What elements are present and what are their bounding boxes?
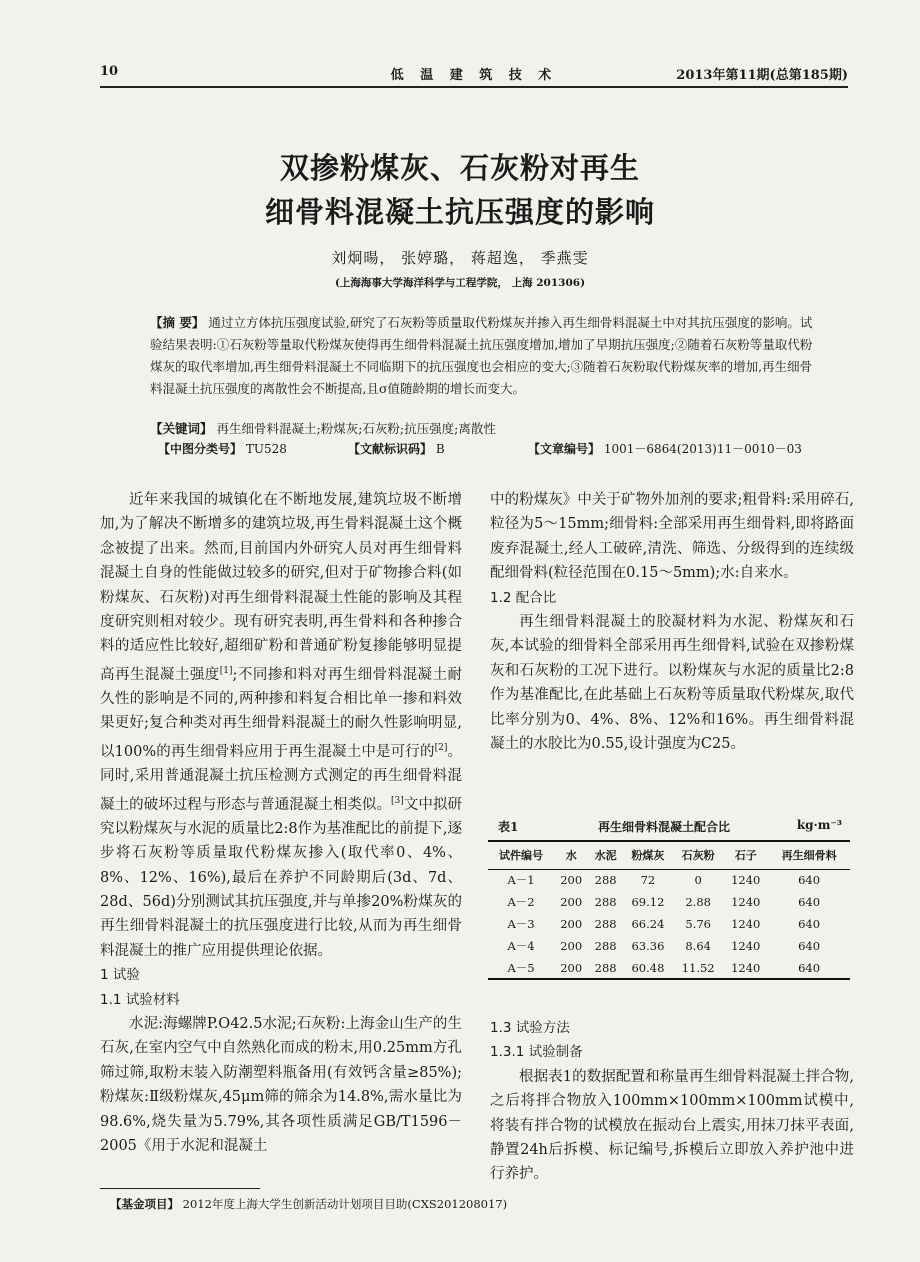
section-heading-1-1: 1.1 试验材料 xyxy=(100,991,180,1008)
table-cell: 66.24 xyxy=(631,917,665,931)
paper-title-line-2: 细骨料混凝土抗压强度的影响 xyxy=(264,195,655,229)
table-row xyxy=(488,869,850,891)
funding-label: 【基金项目】 xyxy=(110,1197,179,1211)
keywords-text: 再生细骨料混凝土;粉煤灰;石灰粉;抗压强度;离散性 xyxy=(216,421,496,436)
abstract-label: 【摘 要】 xyxy=(150,315,205,330)
table-row xyxy=(488,957,850,979)
table-cell: 1240 xyxy=(731,939,761,953)
table-cell: 288 xyxy=(594,939,617,953)
table-cell: A－1 xyxy=(507,873,535,888)
table-cell: 200 xyxy=(560,917,583,931)
table-cell: 72 xyxy=(640,873,656,888)
table-header-cell: 粉煤灰 xyxy=(631,849,665,863)
materials-paragraph: 水泥:海螺牌P.O42.5水泥;石灰粉:上海金山生产的生石灰,在室内空气中自然熟化而成的粉末,用0.25mm方孔筛过筛,取粉末装入防潮塑料瓶备用(有效钙含量≥85%);粉煤灰:Ⅱ级粉煤灰,45μm筛的筛余为14.8%,需水量比为98.6%,烧失量为5.79%,其各项性质满足GB/T1596－2005《用于水泥和混凝土 xyxy=(100,1016,462,1155)
clc-label: 【中图分类号】 xyxy=(158,442,243,456)
section-heading-1: 1 试验 xyxy=(100,967,140,984)
section-heading-1-3: 1.3 试验方法 xyxy=(490,1020,570,1036)
table-header-cell: 石灰粉 xyxy=(681,849,715,863)
table-header-cell: 水泥 xyxy=(594,849,617,863)
classification-row xyxy=(158,440,818,462)
table-cell: A－3 xyxy=(507,917,535,931)
table-label: 表1 xyxy=(498,820,519,834)
abstract xyxy=(150,312,818,400)
table-header-cell: 石子 xyxy=(734,849,757,863)
table-cell: 200 xyxy=(560,939,583,953)
citation-1: [1] xyxy=(219,665,233,676)
table-cell: 200 xyxy=(560,960,583,975)
mix-proportion-table xyxy=(488,840,850,980)
table-cell: A－2 xyxy=(507,895,535,909)
section-heading-1-2: 1.2 配合比 xyxy=(490,589,557,606)
clc-code: TU528 xyxy=(245,442,287,456)
table-cell: 69.12 xyxy=(631,895,665,909)
table-cell: 640 xyxy=(798,939,821,953)
keywords-label: 【关键词】 xyxy=(150,421,213,436)
right-column-bottom xyxy=(490,1016,854,1187)
table-row xyxy=(488,891,850,913)
table-cell: 1240 xyxy=(731,917,761,931)
doc-code: B xyxy=(435,442,445,456)
table-cell: 288 xyxy=(594,873,617,888)
preparation-paragraph: 根据表1的数据配置和称量再生细骨料混凝土拌合物,之后将拌合物放入100mm×100mm×100mm试模中,将装有拌合物的试模放在振动台上震实,用抹刀抹平表面,静置24h后拆模、标记编号,拆模后立即放入养护池中进行养护。 xyxy=(490,1068,854,1183)
page-number: 10 xyxy=(100,64,119,79)
table-cell: 8.64 xyxy=(685,939,711,953)
article-number-label: 【文章编号】 xyxy=(528,442,601,456)
article-number: 1001－6864(2013)11－0010－03 xyxy=(603,442,802,456)
table-header-cell: 试件编号 xyxy=(499,849,543,863)
table-row xyxy=(488,935,850,957)
table-cell: 11.52 xyxy=(681,960,715,975)
table-cell: A－4 xyxy=(507,939,535,953)
table-cell: 288 xyxy=(594,917,617,931)
table-cell: 1240 xyxy=(731,960,761,975)
citation-3: [3] xyxy=(391,795,404,806)
abstract-text: 通过立方体抗压强度试验,研究了石灰粉等质量取代粉煤灰并掺入再生细骨料混凝土中对其抗压强度的影响。试验结果表明:①石灰粉等量取代粉煤灰使得再生细骨料混凝土抗压强度增加,增加了早期抗压强度;②随着石灰粉等量取代粉煤灰的取代率增加,再生细骨料混凝土不同临期下的抗压强度也会相应的变大;③随着石灰粉取代粉煤灰率的增加,再生细骨料混凝土抗压强度的离散性会不断提高,且σ值随龄期的增长而变大。 xyxy=(150,315,813,396)
table-cell: 2.88 xyxy=(685,895,711,909)
left-column xyxy=(100,488,462,1158)
citation-2: [2] xyxy=(434,742,448,753)
issue-info: 2013年第11期(总第185期) xyxy=(676,68,848,83)
table-cell: 640 xyxy=(798,917,821,931)
table-cell: 640 xyxy=(798,895,821,909)
table-cell: 200 xyxy=(560,873,583,888)
table-cell: 288 xyxy=(594,960,617,975)
table-cell: 288 xyxy=(594,895,617,909)
keywords xyxy=(150,418,818,440)
table-unit: kg·m⁻³ xyxy=(796,818,842,832)
intro-text-b: ;不同掺和料对再生细骨料混凝土耐久性的影响是不同的,两种掺和料复合相比单一掺和料效果更好;复合种类对再生细骨料混凝土的耐久性影响明显,以100%的再生细骨料应用于再生混凝土中是可行的 xyxy=(100,666,462,760)
table-caption xyxy=(498,818,842,838)
right-column-top xyxy=(490,488,854,756)
table-cell: 63.36 xyxy=(631,939,665,953)
table-cell: 5.76 xyxy=(685,917,711,931)
journal-name: 低 温 建 筑 技 术 xyxy=(390,68,558,83)
footnote-divider xyxy=(100,1188,260,1189)
funding-text: 2012年度上海大学生创新活动计划项目目助(CXS201208017) xyxy=(182,1197,508,1211)
table-title: 再生细骨料混凝土配合比 xyxy=(598,820,731,834)
table-cell: 1240 xyxy=(731,895,761,909)
table-cell: 60.48 xyxy=(631,960,665,975)
materials-continued: 中的粉煤灰》中关于矿物外加剂的要求;粗骨料:采用碎石,粒径为5～15mm;细骨料:全部采用再生细骨料,即将路面废弃混凝土,经人工破碎,清洗、筛选、分级得到的连续级配细骨料(粒径范围在0.15～5mm);水:自来水。 xyxy=(490,492,854,582)
table-header-row xyxy=(488,841,850,869)
affiliation: (上海海事大学海洋科学与工程学院， 上海 201306) xyxy=(334,277,586,289)
intro-text-c: 。同时,采用普通混凝土抗压检测方式测定的再生细骨料混凝土的破坏过程与形态与普通混凝土相类似。 xyxy=(100,743,463,813)
table-cell: A－5 xyxy=(507,960,535,975)
table-cell: 1240 xyxy=(731,873,761,888)
running-header xyxy=(100,60,848,88)
table-cell: 200 xyxy=(560,895,583,909)
table-header-cell: 再生细骨料 xyxy=(781,849,837,863)
funding-footnote xyxy=(110,1196,507,1212)
author-list: 刘炯暘， 张婷璐， 蒋超逸， 季燕雯 xyxy=(331,249,589,267)
intro-paragraph xyxy=(100,488,462,963)
table-cell: 640 xyxy=(798,873,821,888)
paper-title-line-1: 双掺粉煤灰、石灰粉对再生 xyxy=(279,151,640,185)
table-cell: 0 xyxy=(694,873,702,888)
intro-text-d: 文中拟研究以粉煤灰与水泥的质量比2:8作为基准配比的前提下,逐步将石灰粉等质量取代粉煤灰掺入(取代率0、4%、8%、12%、16%),最后在养护不同龄期后(3d、7d、28d、56d)分别测试其抗压强度,并与单掺20%粉煤灰的再生细骨料混凝土的抗压强度进行比较,从而为再生细骨料混凝土的推广应用提供理论依据。 xyxy=(100,796,463,959)
doc-code-label: 【文献标识码】 xyxy=(348,442,433,456)
table-header-cell: 水 xyxy=(565,849,577,863)
intro-text-a: 近年来我国的城镇化在不断地发展,建筑垃圾不断增加,为了解决不断增多的建筑垃圾,再生骨料混凝土这个概念被提了出来。然而,目前国内外研究人员对再生细骨料混凝土自身的性能做过较多的研究,但对于矿物掺合料(如粉煤灰、石灰粉)对再生细骨料混凝土性能的影响及其程度研究则相对较少。现有研究表明,再生骨料和各种掺合料的适应性比较好,超细矿粉和普通矿粉复掺能够明显提高再生混凝土强度 xyxy=(100,492,462,683)
table-cell: 640 xyxy=(798,960,821,975)
section-heading-1-3-1: 1.3.1 试验制备 xyxy=(490,1044,583,1061)
table-row xyxy=(488,913,850,935)
mix-ratio-paragraph: 再生细骨料混凝土的胶凝材料为水泥、粉煤灰和石灰,本试验的细骨料全部采用再生细骨料,试验在双掺粉煤灰和石灰粉的工况下进行。以粉煤灰与水泥的质量比2:8作为基准配比,在此基础上石灰粉等质量取代粉煤灰,取代比率分别为0、4%、8%、12%和16%。再生细骨料混凝土的水胶比为0.55,设计强度为C25。 xyxy=(490,614,854,753)
